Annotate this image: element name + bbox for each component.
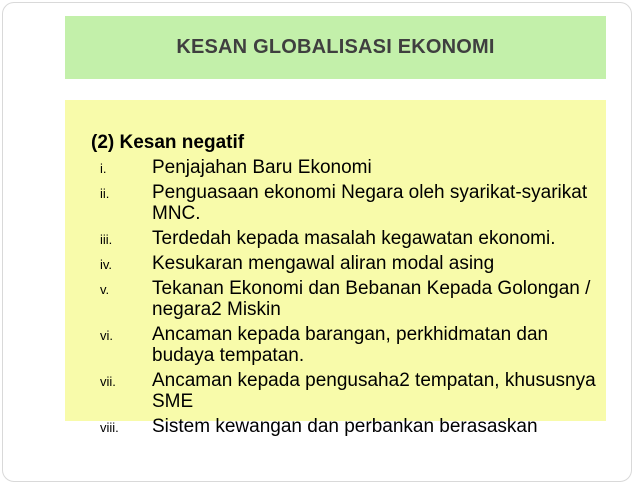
list-item [91, 324, 611, 366]
list-item-number: v. [100, 282, 110, 297]
list-item-number: iii. [100, 232, 113, 247]
list-item-number: vii. [100, 374, 116, 389]
list-item-number: vi. [100, 328, 113, 343]
list-item-text: Kesukaran mengawal aliran modal asing [152, 253, 495, 274]
list-item-text: Penguasaan ekonomi Negara oleh syarikat-syarikat MNC. [152, 182, 588, 224]
list-item-text: Penjajahan Baru Ekonomi [152, 157, 372, 178]
list-item [91, 253, 611, 274]
list-item-number: viii. [100, 420, 119, 435]
list-item-text: Ancaman kepada barangan, perkhidmatan dan budaya tempatan. [152, 324, 549, 366]
content-text [91, 132, 611, 441]
list-item [91, 157, 611, 178]
list-item-text: Sistem kewangan dan perbankan berasaskan [152, 416, 538, 437]
list-item [91, 182, 611, 224]
slide-title: KESAN GLOBALISASI EKONOMI [176, 36, 495, 58]
list-item-number: ii. [100, 186, 110, 201]
list-item-text: Tekanan Ekonomi dan Bebanan Kepada Golongan / negara2 Miskin [152, 278, 591, 320]
list-item [91, 278, 611, 320]
list-item-text: Terdedah kepada masalah kegawatan ekonomi. [152, 228, 556, 249]
list-item [91, 370, 611, 412]
list-item-text: Ancaman kepada pengusaha2 tempatan, khususnya SME [152, 370, 596, 412]
list-item [91, 228, 611, 249]
list-item-number: i. [100, 161, 107, 176]
list-item-number: iv. [100, 257, 113, 272]
title-bar [65, 16, 606, 79]
list-item [91, 416, 611, 437]
section-heading: (2) Kesan negatif [91, 132, 245, 153]
